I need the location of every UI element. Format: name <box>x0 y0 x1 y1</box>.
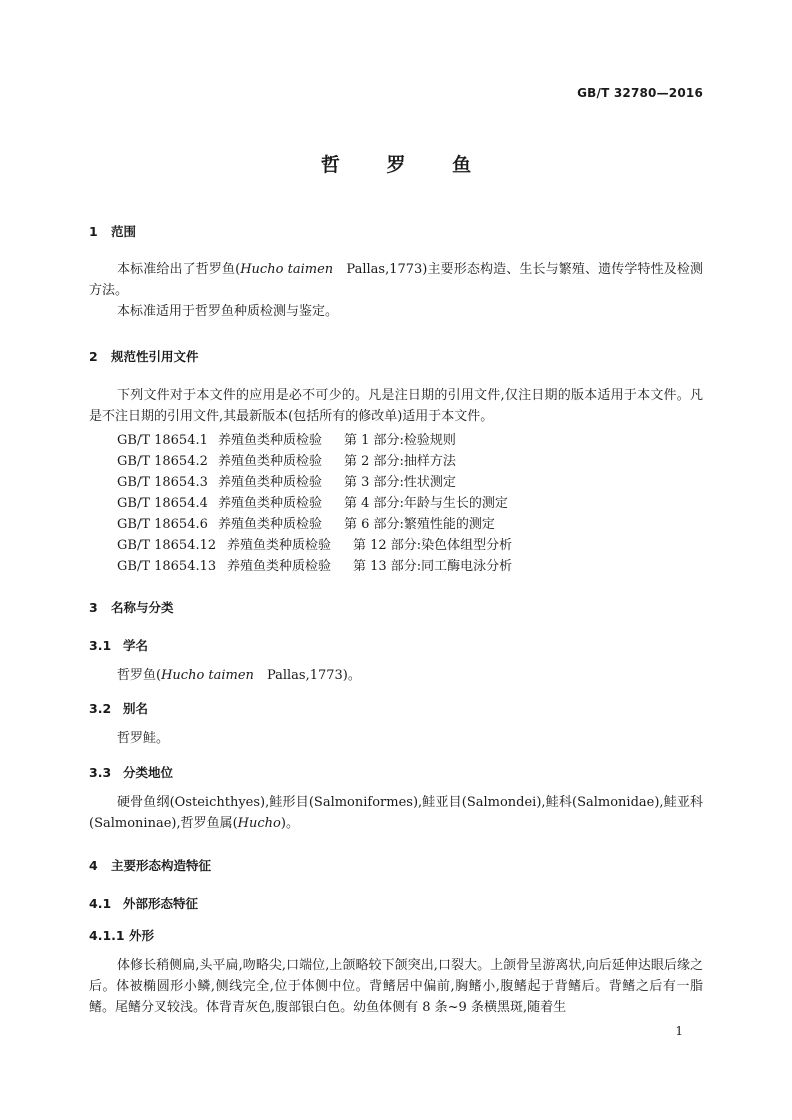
text-run: 哲罗鱼( <box>117 668 162 683</box>
section-3-3-text <box>89 792 703 834</box>
section-number: 4.1.1 <box>89 928 125 943</box>
section-number: 3.3 <box>89 765 112 780</box>
reference-code: GB/T 18654.6 <box>117 517 208 532</box>
genus-name: Hucho <box>237 816 281 831</box>
reference-part: 第 2 部分:抽样方法 <box>344 454 456 469</box>
section-number: 3 <box>89 600 98 615</box>
section-number: 3.2 <box>89 701 112 716</box>
text-run: 硬骨鱼纲(Osteichthyes),鲑形目(Salmoniformes),鲑亚目(Salmondei),鲑科(Salmonidae),鲑亚科(Salmoninae),哲罗鱼属( <box>89 795 703 831</box>
reference-item <box>117 492 508 511</box>
section-number: 4.1 <box>89 896 112 911</box>
section-4-1-heading <box>89 894 198 912</box>
section-title: 范围 <box>111 224 137 239</box>
section-title: 学名 <box>123 638 149 653</box>
reference-title: 养殖鱼类种质检验 <box>218 496 323 511</box>
section-title: 主要形态构造特征 <box>111 858 212 873</box>
section-3-1-heading <box>89 636 148 654</box>
reference-title: 养殖鱼类种质检验 <box>227 559 332 574</box>
document-title: 哲 罗 鱼 <box>320 154 492 176</box>
reference-part: 第 12 部分:染色体组型分析 <box>353 538 513 553</box>
reference-title: 养殖鱼类种质检验 <box>218 517 323 532</box>
section-number: 3.1 <box>89 638 112 653</box>
section-4-heading <box>89 856 211 874</box>
reference-part: 第 6 部分:繁殖性能的测定 <box>344 517 495 532</box>
reference-code: GB/T 18654.2 <box>117 454 208 469</box>
section-4-1-1-heading <box>89 926 154 944</box>
reference-item <box>117 555 512 574</box>
section-2-intro: 下列文件对于本文件的应用是必不可少的。凡是注日期的引用文件,仅注日期的版本适用于本文件。凡是不注日期的引用文件,其最新版本(包括所有的修改单)适用于本文件。 <box>89 388 703 424</box>
section-number: 2 <box>89 349 98 364</box>
reference-code: GB/T 18654.13 <box>117 559 217 574</box>
reference-item <box>117 534 512 553</box>
section-3-1-text <box>117 665 361 686</box>
standard-code: GB/T 32780—2016 <box>577 86 703 100</box>
section-number: 1 <box>89 224 98 239</box>
reference-title: 养殖鱼类种质检验 <box>227 538 332 553</box>
reference-title: 养殖鱼类种质检验 <box>218 454 323 469</box>
reference-item <box>117 471 456 490</box>
page-number: 1 <box>675 1024 683 1038</box>
text-run: Pallas,1773)主要形态构造、生长与繁殖、遗传学特性及检测方法。 <box>89 262 703 298</box>
reference-code: GB/T 18654.3 <box>117 475 208 490</box>
reference-part: 第 1 部分:检验规则 <box>344 433 456 448</box>
section-title: 规范性引用文件 <box>111 349 199 364</box>
reference-code: GB/T 18654.12 <box>117 538 217 553</box>
species-name: Hucho taimen <box>240 262 334 277</box>
species-name: Hucho taimen <box>161 668 254 683</box>
text-run: 本标准给出了哲罗鱼( <box>117 262 241 277</box>
section-title: 名称与分类 <box>111 600 174 615</box>
reference-part: 第 3 部分:性状测定 <box>344 475 456 490</box>
section-2-heading <box>89 347 199 365</box>
section-1-paragraph-1 <box>89 259 703 301</box>
section-title: 外部形态特征 <box>123 896 199 911</box>
reference-part: 第 13 部分:同工酶电泳分析 <box>353 559 513 574</box>
section-3-2-heading <box>89 699 148 717</box>
section-1-heading <box>89 222 136 240</box>
section-1-paragraph-2: 本标准适用于哲罗鱼种质检测与鉴定。 <box>117 304 339 319</box>
section-title: 别名 <box>123 701 149 716</box>
reference-item <box>117 450 456 469</box>
section-3-3-heading <box>89 763 173 781</box>
reference-code: GB/T 18654.4 <box>117 496 208 511</box>
section-3-2-text: 哲罗鲑。 <box>117 731 170 746</box>
section-title: 分类地位 <box>123 765 174 780</box>
reference-code: GB/T 18654.1 <box>117 433 208 448</box>
reference-part: 第 4 部分:年龄与生长的测定 <box>344 496 508 511</box>
text-run: Pallas,1773)。 <box>253 668 361 683</box>
section-4-1-1-text: 体修长稍侧扁,头平扁,吻略尖,口端位,上颌略较下颌突出,口裂大。上颌骨呈游离状,向后延伸达眼后缘之后。体被椭圆形小鳞,侧线完全,位于体侧中位。背鳍居中偏前,胸鳍小,腹鳍起于背鳍后。背鳍之后有一脂鳍。尾鳍分叉较浅。体背青灰色,腹部银白色。幼鱼体侧有 8 条~9 条横黑斑,随着生 <box>89 958 703 1015</box>
reference-title: 养殖鱼类种质检验 <box>218 475 323 490</box>
section-title: 外形 <box>129 928 155 943</box>
reference-item <box>117 513 495 532</box>
reference-item <box>117 429 456 448</box>
text-run: )。 <box>280 816 299 831</box>
section-number: 4 <box>89 858 98 873</box>
section-3-heading <box>89 598 174 616</box>
reference-title: 养殖鱼类种质检验 <box>218 433 323 448</box>
